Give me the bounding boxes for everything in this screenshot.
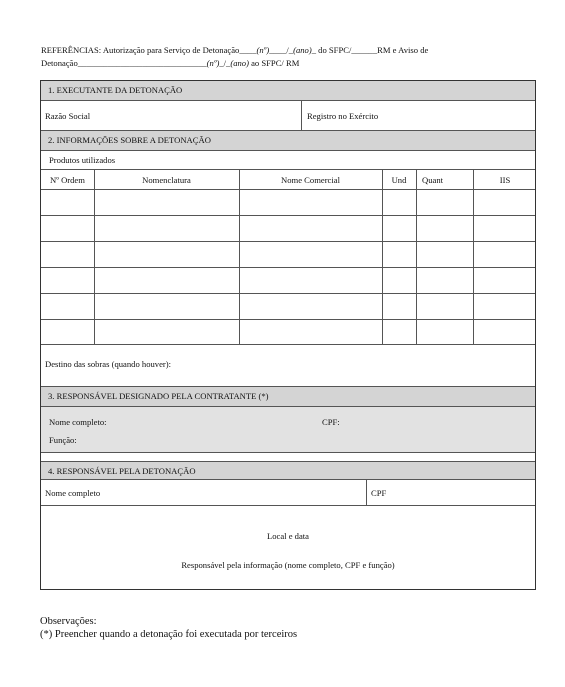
contratante-cpf-field[interactable]: CPF: [322,417,340,427]
contratante-funcao-field[interactable]: Função: [49,435,77,445]
section-3-header [41,387,535,407]
section-4-title: 4. RESPONSÁVEL PELA DETONAÇÃO [48,466,196,476]
produtos-utilizados-row [41,151,535,170]
references-text [41,44,531,70]
col-header-nomenclatura: Nomenclatura [142,175,191,185]
contratante-nome-field[interactable]: Nome completo: [49,417,107,427]
products-table [41,170,535,345]
observacoes [40,615,297,641]
observacoes-note: (*) Preencher quando a detonação foi executada por terceiros [40,629,298,640]
table-row [41,267,535,268]
table-row [41,189,535,190]
detonacao-nome-field[interactable]: Nome completo [45,488,101,498]
col-header-und: Und [391,175,407,185]
table-row [41,215,535,216]
section-3-title: 3. RESPONSÁVEL DESIGNADO PELA CONTRATANTE (*) [48,391,269,401]
references-line-1: REFERÊNCIAS: Autorização para Serviço de Detonação____(nº)____/_(ano)_ do SFPC/______RM e Aviso de [41,45,429,55]
col-header-ordem: Nº Ordem [50,175,85,185]
table-row [41,241,535,242]
razao-social-field[interactable]: Razão Social [45,111,91,121]
section-2-title: 2. INFORMAÇÕES SOBRE A DETONAÇÃO [48,135,211,145]
produtos-utilizados-label: Produtos utilizados [49,155,116,165]
detonacao-cpf-field[interactable]: CPF [371,488,387,498]
section-1-fields [41,101,535,131]
section-4-header [41,461,535,480]
observacoes-title: Observações: [40,616,97,627]
responsavel-informacao-label: Responsável pela informação (nome completo, CPF e função) [181,560,395,570]
references-line-2: Detonação______________________________(nº)_/_(ano) ao SFPC/ RM [41,58,300,68]
destino-sobras-row [41,345,535,387]
table-row [41,293,535,294]
section-1-title: 1. EXECUTANTE DA DETONAÇÃO [48,85,183,95]
section-3-fields [41,407,535,453]
col-header-quant: Quant [422,175,444,185]
table-row [41,319,535,320]
col-header-nome-comercial: Nome Comercial [281,175,340,185]
col-header-iis: IIS [499,175,511,185]
section-2-header [41,131,535,151]
section-4-fields [41,480,535,506]
divider [301,101,302,130]
local-data-label: Local e data [267,531,309,541]
detonation-form [40,80,536,590]
section-1-header [41,81,535,101]
destino-sobras-field[interactable]: Destino das sobras (quando houver): [45,359,172,369]
registro-exercito-field[interactable]: Registro no Exército [307,111,379,121]
